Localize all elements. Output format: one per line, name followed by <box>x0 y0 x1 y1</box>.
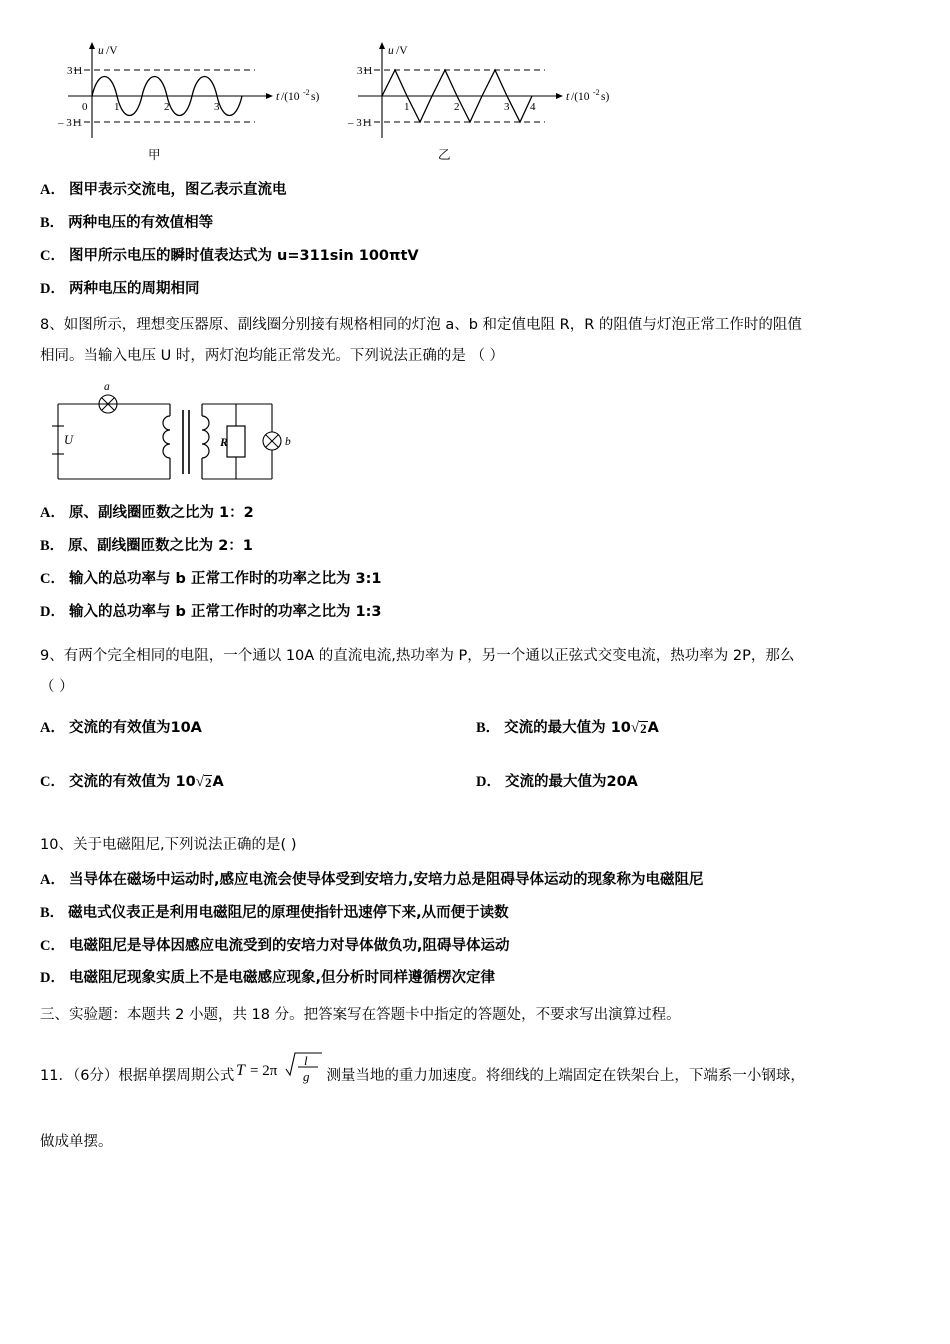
svg-text:/V: /V <box>396 45 408 57</box>
svg-text:2: 2 <box>454 101 460 113</box>
option-label: A． <box>40 505 65 521</box>
q7-option-d <box>40 280 912 299</box>
formula-svg <box>234 1045 326 1093</box>
option-text: 图甲表示交流电，图乙表示直流电 <box>68 182 287 198</box>
option-text: 交流的最大值为20A <box>504 773 638 790</box>
option-text: 当导体在磁场中运动时,感应电流会使导体受到安培力,安培力总是阻碍导体运动的现象称为电磁阻尼 <box>68 871 704 888</box>
option-label: B． <box>40 904 65 921</box>
q9-stem-line1: 9、有两个完全相同的电阻，一个通以 10A 的直流电流,热功率为 P，另一个通以正弦式交变电流，热功率为 2P，那么 <box>40 648 795 665</box>
svg-text:/(10: /(10 <box>281 91 300 103</box>
svg-text:-2: -2 <box>303 88 310 97</box>
svg-text:/(10: /(10 <box>571 91 590 103</box>
svg-text:l: l <box>304 1053 309 1068</box>
svg-text:u: u <box>388 45 394 57</box>
svg-text:U: U <box>64 433 74 447</box>
option-label: A． <box>40 182 65 198</box>
svg-text:s): s) <box>311 91 320 103</box>
option-text-suffix: A <box>212 773 224 790</box>
option-label: B． <box>40 537 65 554</box>
svg-text:– 311: – 311 <box>348 117 373 129</box>
option-label: A． <box>40 720 65 736</box>
option-text: 磁电式仪表正是利用电磁阻尼的原理使指针迅速停下来,从而便于读数 <box>68 904 509 921</box>
q11-stem-pre: 11．（6分）根据单摆周期公式 <box>40 1067 235 1084</box>
q11-stem <box>40 1047 912 1105</box>
option-label: A． <box>40 871 65 888</box>
svg-text:g: g <box>303 1069 310 1084</box>
svg-text:s): s) <box>601 91 610 103</box>
q10-option-d <box>40 969 912 988</box>
q8-option-a <box>40 504 912 523</box>
svg-text:t: t <box>566 91 570 103</box>
q7-option-b <box>40 214 912 233</box>
option-label: C． <box>40 937 65 954</box>
option-text: 两种电压的有效值相等 <box>68 214 214 231</box>
svg-text:t: t <box>276 91 280 103</box>
q8-option-d <box>40 603 912 622</box>
svg-text:/V: /V <box>106 45 118 57</box>
q9-stem-line2: （ ） <box>40 679 74 696</box>
waveform-figure <box>40 28 912 181</box>
option-text: 输入的总功率与 b 正常工作时的功率之比为 1:3 <box>68 603 382 620</box>
svg-text:311: 311 <box>67 65 84 77</box>
option-label: C． <box>40 570 65 587</box>
svg-text:a: a <box>104 381 110 393</box>
option-text: 两种电压的周期相同 <box>68 280 200 297</box>
q9-option-c <box>40 773 476 793</box>
q10-option-c <box>40 937 912 956</box>
svg-text:2: 2 <box>164 101 170 113</box>
svg-text:R: R <box>220 435 229 449</box>
q7-option-c <box>40 247 912 266</box>
transformer-circuit-figure <box>40 374 912 504</box>
option-label: D． <box>40 603 65 620</box>
q8-stem-line2: 相同。当输入电压 U 时，两灯泡均能正常发光。下列说法正确的是 （ ） <box>40 348 505 365</box>
option-label: D． <box>476 773 501 790</box>
q11-stem-line2: 做成单摆。 <box>40 1133 113 1150</box>
pendulum-period-formula <box>234 1045 326 1103</box>
option-text: 交流的有效值为 10 <box>68 773 196 790</box>
q9-options-row1 <box>40 719 912 753</box>
svg-text:4: 4 <box>530 101 536 113</box>
sqrt-symbol: √2 <box>195 773 212 790</box>
option-label: B． <box>40 214 65 231</box>
q9-option-a <box>40 719 476 739</box>
svg-text:311: 311 <box>357 65 374 77</box>
option-label: D． <box>40 280 65 297</box>
svg-text:0: 0 <box>82 101 88 113</box>
option-text: 原、副线圈匝数之比为 2：1 <box>68 537 253 554</box>
option-label: C． <box>40 247 65 264</box>
svg-text:1: 1 <box>114 101 120 113</box>
svg-text:-2: -2 <box>593 88 600 97</box>
q8-stem-line1: 8、如图所示，理想变压器原、副线圈分别接有规格相同的灯泡 a、b 和定值电阻 R，R 的阻值与灯泡正常工作时的阻值 <box>40 317 802 334</box>
svg-text:1: 1 <box>404 101 410 113</box>
svg-text:u: u <box>98 45 104 57</box>
sqrt-symbol: √2 <box>630 720 647 736</box>
section-3-title: 三、实验题：本题共 2 小题，共 18 分。把答案写在答题卡中指定的答题处，不要求写出演算过程。 <box>40 1007 681 1024</box>
svg-text:b: b <box>285 436 291 448</box>
option-label: D． <box>40 970 65 987</box>
svg-text:乙: 乙 <box>438 147 451 162</box>
option-text: 交流的最大值为 10 <box>504 720 631 736</box>
option-text: 输入的总功率与 b 正常工作时的功率之比为 3:1 <box>68 570 382 587</box>
radicand: 2 <box>204 774 212 790</box>
svg-text:甲: 甲 <box>148 147 161 162</box>
svg-text:= 2π: = 2π <box>250 1063 278 1079</box>
q10-stem: 10、关于电磁阻尼,下列说法正确的是( ) <box>40 837 297 853</box>
q9-option-d <box>476 773 912 793</box>
transformer-circuit-svg <box>40 374 320 499</box>
option-text: 原、副线圈匝数之比为 1：2 <box>68 505 254 521</box>
svg-text:3: 3 <box>504 101 510 113</box>
option-text: 电磁阻尼现象实质上不是电磁感应现象,但分析时同样遵循楞次定律 <box>68 970 495 987</box>
q9-options-row2 <box>40 773 912 807</box>
option-text: 交流的有效值为10A <box>68 720 202 736</box>
q8-option-b <box>40 537 912 556</box>
option-label: B． <box>476 720 501 736</box>
option-text: 电磁阻尼是导体因感应电流受到的安培力对导体做负功,阻碍导体运动 <box>68 937 510 954</box>
q10-option-b <box>40 904 912 923</box>
q9-option-b <box>476 719 912 739</box>
svg-text:3: 3 <box>214 101 220 113</box>
q7-option-a <box>40 181 912 200</box>
q11-stem-post: 测量当地的重力加速度。将细线的上端固定在铁架台上，下端系一小钢球， <box>326 1067 805 1084</box>
option-label: C． <box>40 773 65 790</box>
page-content <box>40 28 912 1160</box>
radicand: 2 <box>640 721 647 736</box>
option-text: 图甲所示电压的瞬时值表达式为 u=311sin 100πtV <box>68 247 419 264</box>
waveform-svg <box>40 28 640 176</box>
svg-text:T: T <box>236 1062 246 1079</box>
q8-option-c <box>40 570 912 589</box>
q10-option-a <box>40 871 912 890</box>
svg-text:– 311: – 311 <box>58 117 83 129</box>
option-text-suffix: A <box>647 720 659 736</box>
